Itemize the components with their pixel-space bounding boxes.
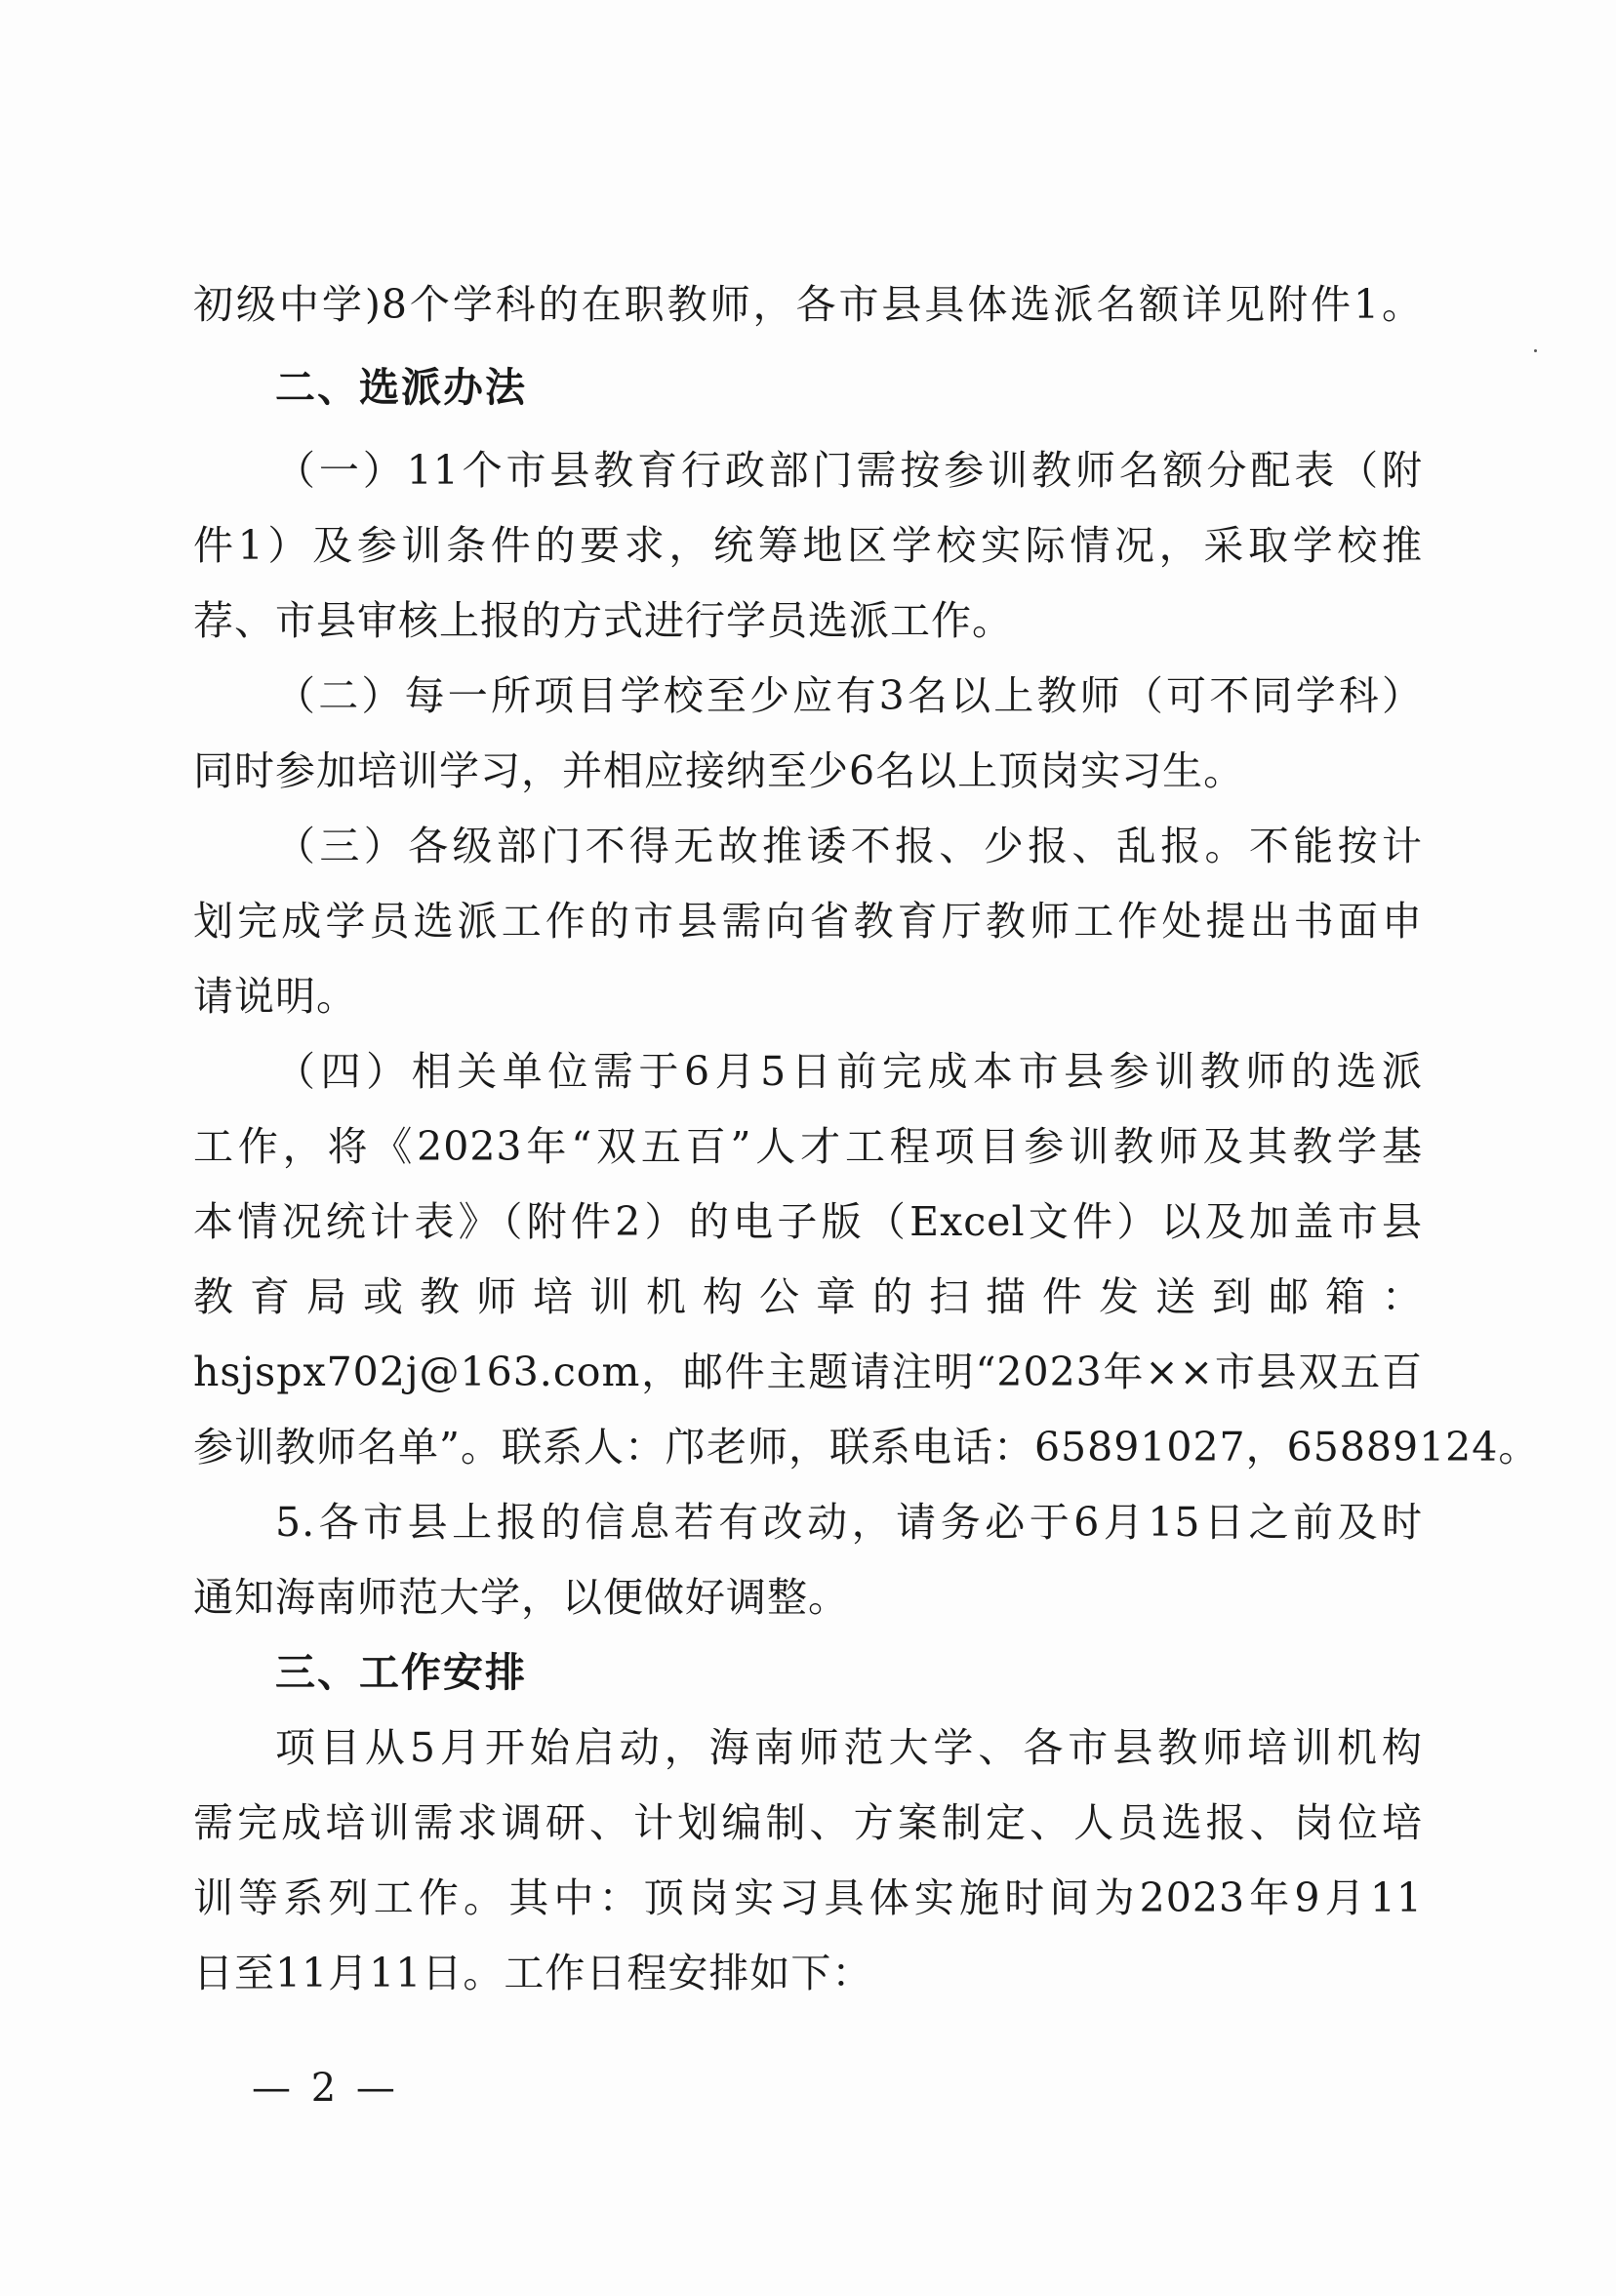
body-line: 工作，将《2023年“双五百”人才工程项目参训教师及其教学基 xyxy=(193,1123,1423,1170)
body-line: 本情况统计表》（附件2）的电子版（Excel文件）以及加盖市县 xyxy=(193,1198,1423,1245)
body-line: （四）相关单位需于6月5日前完成本市县参训教师的选派 xyxy=(275,1048,1423,1095)
body-line: 同时参加培训学习，并相应接纳至少6名以上顶岗实习生。 xyxy=(193,747,1245,794)
body-line: 划完成学员选派工作的市县需向省教育厅教师工作处提出书面申 xyxy=(193,898,1423,945)
body-line: （二）每一所项目学校至少应有3名以上教师（可不同学科） xyxy=(275,672,1423,719)
page-number: — 2 — xyxy=(252,2066,399,2111)
body-line: 初级中学)8个学科的在职教师，各市县具体选派名额详见附件1。 xyxy=(193,281,1423,328)
email-line: hsjspx702j@163.com，邮件主题请注明“2023年××市县双五百 xyxy=(193,1349,1423,1395)
body-line: 需完成培训需求调研、计划编制、方案制定、人员选报、岗位培 xyxy=(193,1799,1423,1846)
body-line: 教育局或教师培训机构公章的扫描件发送到邮箱： xyxy=(193,1273,1423,1320)
body-line: （三）各级部门不得无故推诿不报、少报、乱报。不能按计 xyxy=(275,823,1423,869)
section-heading: 二、选派办法 xyxy=(275,364,527,411)
body-line: 件1）及参训条件的要求，统筹地区学校实际情况，采取学校推 xyxy=(193,522,1423,569)
section-heading: 三、工作安排 xyxy=(275,1649,527,1696)
body-line: 请说明。 xyxy=(193,973,357,1020)
body-line: 5.各市县上报的信息若有改动，请务必于6月15日之前及时 xyxy=(275,1499,1423,1546)
scan-speck xyxy=(1534,349,1537,352)
body-line: （一）11个市县教育行政部门需按参训教师名额分配表（附 xyxy=(275,447,1423,494)
body-line: 日至11月11日。工作日程安排如下： xyxy=(193,1950,873,1996)
body-line: 通知海南师范大学，以便做好调整。 xyxy=(193,1574,849,1621)
body-line: 训等系列工作。其中：顶岗实习具体实施时间为2023年9月11 xyxy=(193,1874,1423,1921)
body-line: 荐、市县审核上报的方式进行学员选派工作。 xyxy=(193,597,1013,644)
body-line: 项目从5月开始启动，海南师范大学、各市县教师培训机构 xyxy=(275,1724,1423,1771)
contact-line: 参训教师名单”。联系人：邝老师，联系电话：65891027，65889124。 xyxy=(193,1424,1540,1470)
